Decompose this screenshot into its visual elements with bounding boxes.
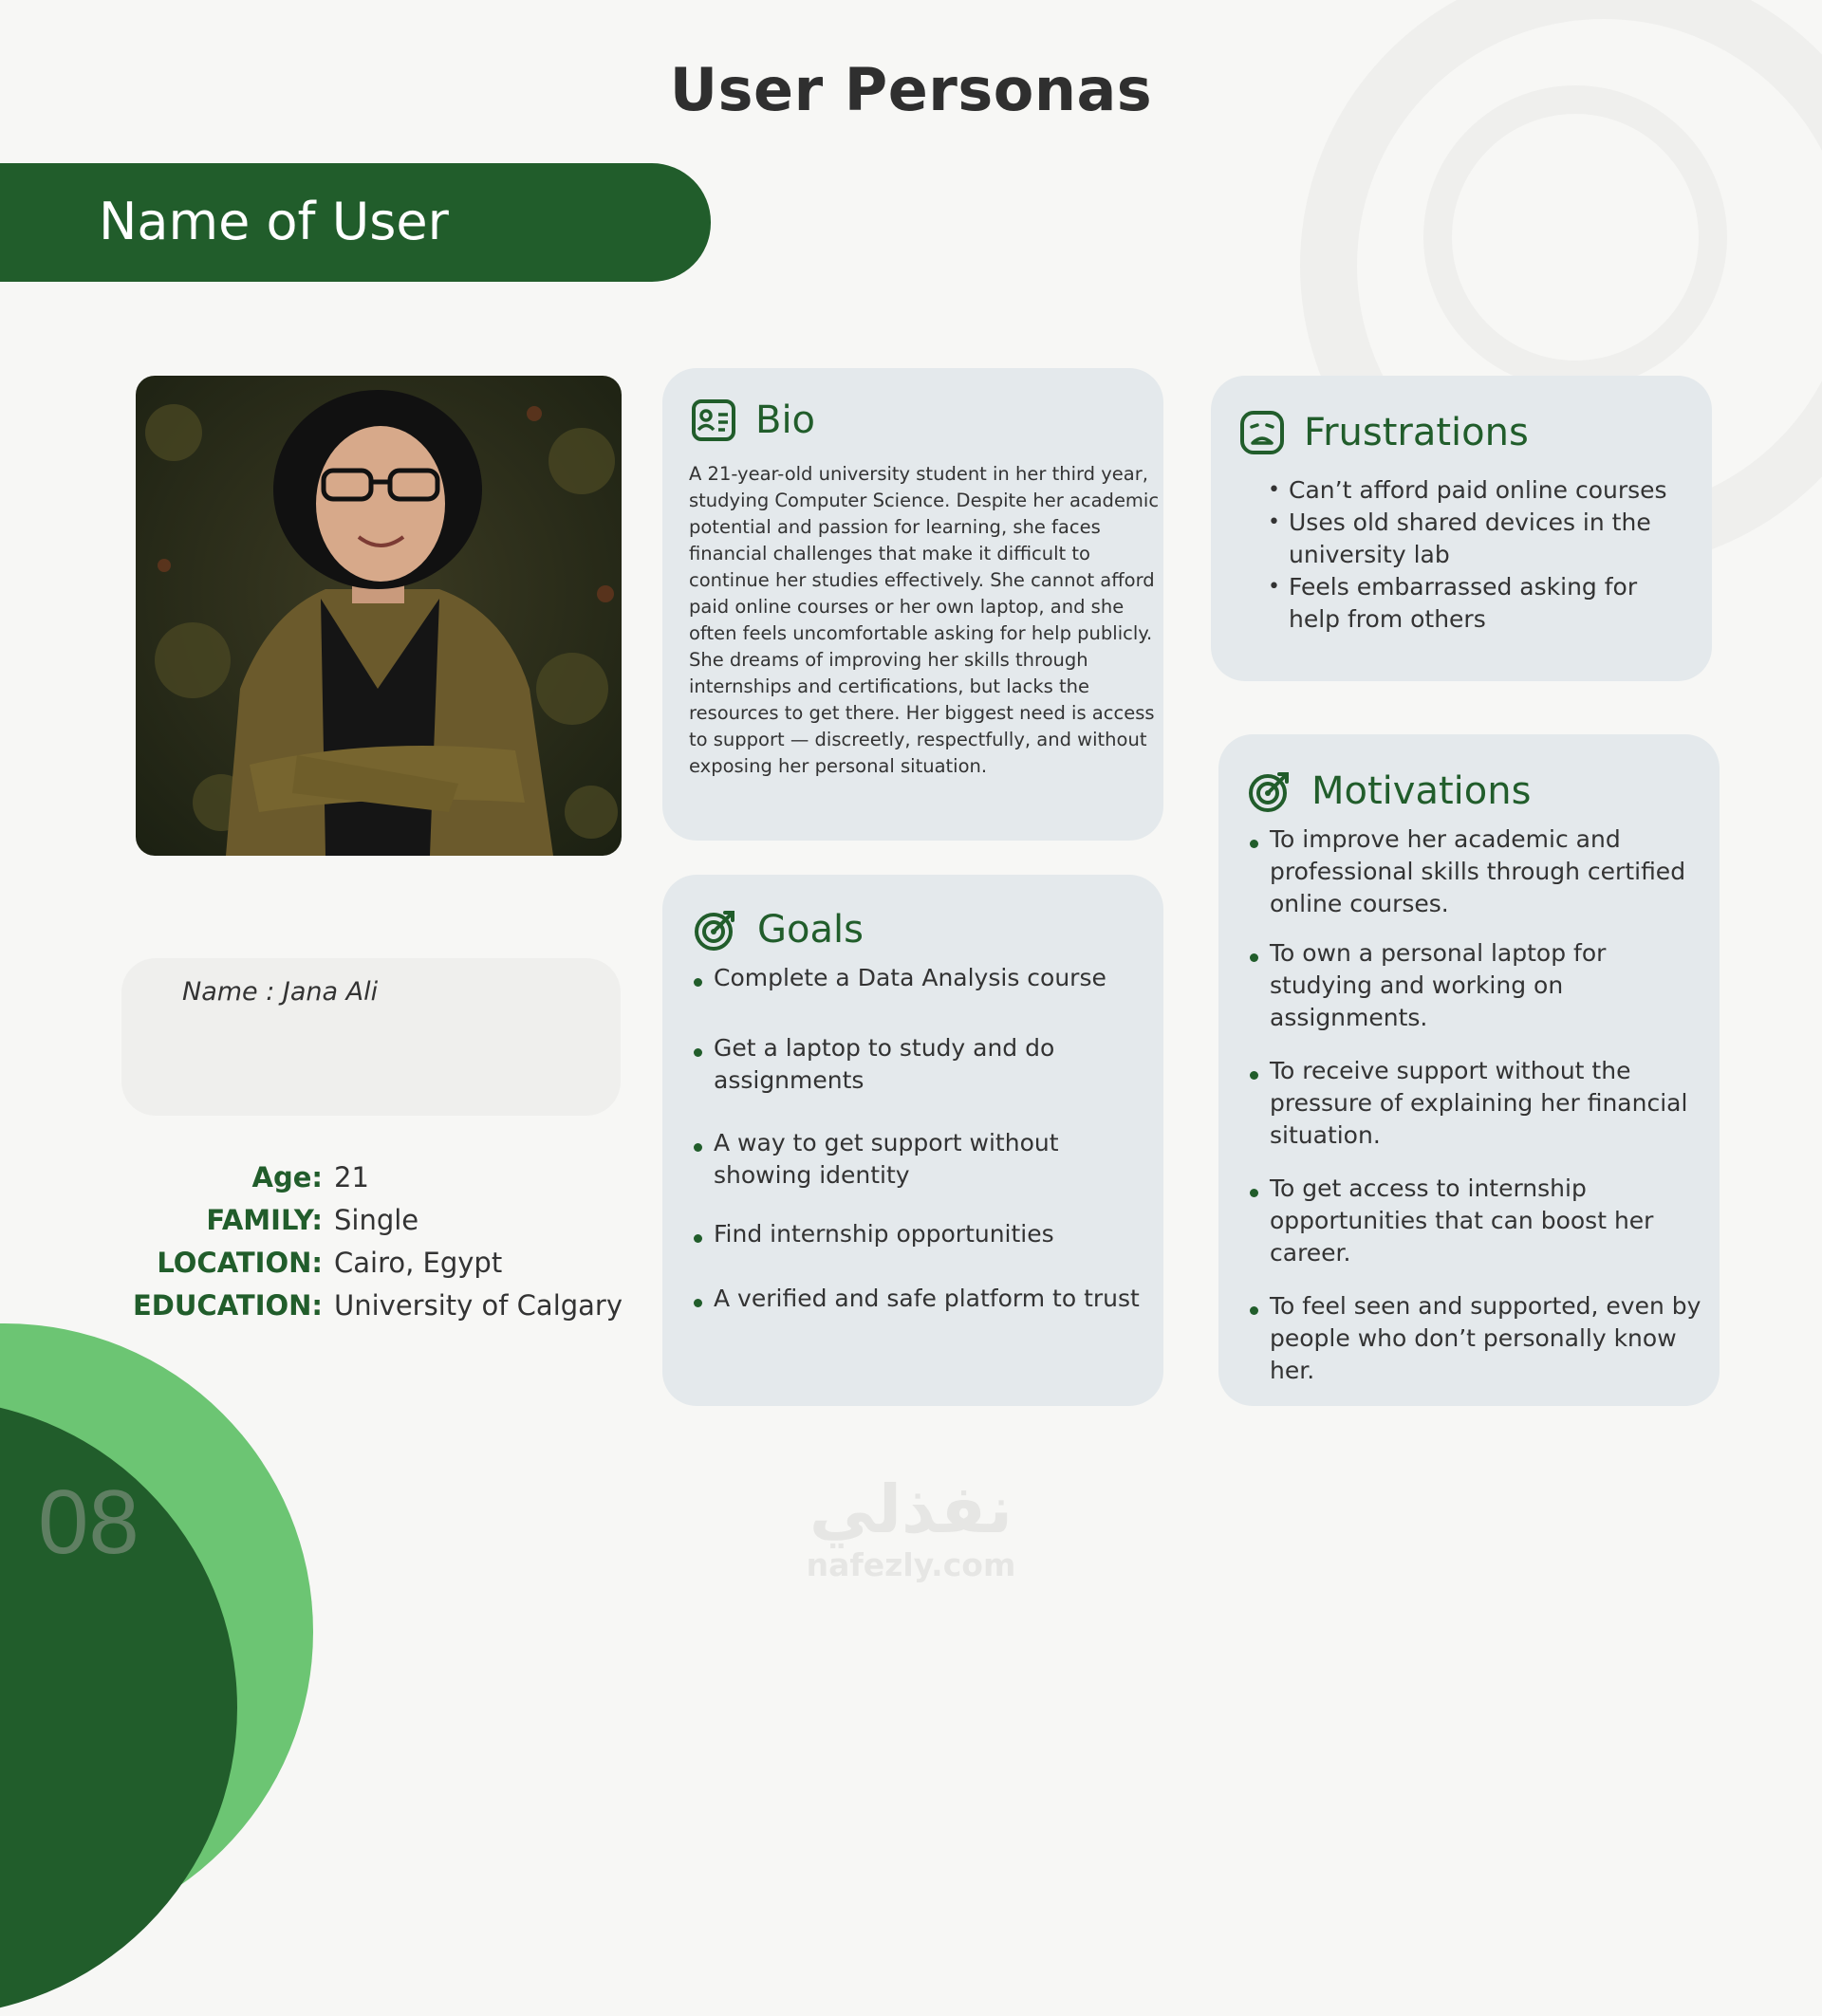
list-item: A verified and safe platform to trust bbox=[714, 1283, 1150, 1315]
list-item: To feel seen and supported, even by people who don’t personally know her. bbox=[1270, 1290, 1706, 1387]
fact-value: Single bbox=[334, 1203, 419, 1236]
fact-row bbox=[133, 1241, 645, 1284]
fact-row bbox=[133, 1156, 645, 1198]
list-item: Get a laptop to study and do assignments bbox=[714, 1032, 1150, 1097]
fact-row bbox=[133, 1198, 645, 1241]
fact-row bbox=[133, 1284, 645, 1326]
bio-text: A 21-year-old university student in her third year, studying Computer Science. Despite her academic potential and passion for learning, she faces financial challenges that make it difficult to continue her studies effectively. She cannot afford paid online courses or her own laptop, and she often feels uncomfortable asking for help publicly. She dreams of improving her skills through internships and certifications, but lacks the resources to get there. Her biggest need is access to support — discreetly, respectfully, and without exposing her personal situation. bbox=[689, 463, 1160, 777]
fact-key: LOCATION: bbox=[157, 1246, 323, 1279]
list-item: To receive support without the pressure of explaining her financial situation. bbox=[1270, 1055, 1706, 1152]
user-name-banner bbox=[0, 163, 711, 282]
list-item: To improve her academic and professional skills through certified online courses. bbox=[1270, 823, 1706, 920]
list-item: Find internship opportunities bbox=[714, 1218, 1150, 1250]
name-card bbox=[121, 958, 621, 1116]
motivations-card bbox=[1218, 734, 1720, 1406]
goals-card bbox=[662, 875, 1163, 1406]
bio-card bbox=[662, 368, 1163, 841]
list-item: Complete a Data Analysis course bbox=[714, 962, 1150, 994]
list-item: To own a personal laptop for studying and working on assignments. bbox=[1270, 937, 1706, 1034]
list-item: To get access to internship opportunities that can boost her career. bbox=[1270, 1173, 1706, 1269]
bio-header bbox=[691, 398, 815, 442]
page-number: 08 bbox=[38, 1471, 139, 1573]
persona-photo bbox=[136, 376, 622, 856]
fact-value: 21 bbox=[334, 1160, 369, 1193]
list-item: A way to get support without showing identity bbox=[714, 1127, 1150, 1192]
watermark-latin: nafezly.com bbox=[806, 1546, 1016, 1583]
banner-label: Name of User bbox=[99, 192, 449, 251]
goals-title: Goals bbox=[757, 908, 864, 952]
fact-value: University of Calgary bbox=[334, 1288, 623, 1322]
motivations-list bbox=[1270, 823, 1706, 1387]
target-icon bbox=[693, 907, 738, 953]
motivations-title: Motivations bbox=[1311, 769, 1532, 813]
bio-title: Bio bbox=[755, 398, 816, 442]
frustrations-header bbox=[1239, 410, 1529, 455]
list-item: • Feels embarrassed asking for help from others bbox=[1289, 571, 1687, 636]
fact-value: Cairo, Egypt bbox=[334, 1246, 503, 1279]
watermark-arabic: نفذلي bbox=[809, 1470, 1013, 1548]
fact-key: FAMILY: bbox=[206, 1203, 323, 1236]
fact-key: EDUCATION: bbox=[133, 1288, 323, 1322]
background-ring-inner bbox=[1423, 85, 1727, 389]
frown-face-icon bbox=[1239, 410, 1285, 455]
fact-key: Age: bbox=[251, 1160, 323, 1193]
frustrations-card bbox=[1211, 376, 1712, 681]
target-icon bbox=[1247, 768, 1292, 814]
id-card-icon bbox=[691, 398, 736, 442]
persona-facts bbox=[133, 1156, 645, 1326]
frustrations-title: Frustrations bbox=[1304, 411, 1529, 454]
goals-list bbox=[714, 962, 1150, 1315]
motivations-header bbox=[1247, 768, 1531, 814]
page-title: User Personas bbox=[669, 55, 1153, 124]
goals-header bbox=[693, 907, 864, 953]
list-item: • Can’t afford paid online courses bbox=[1289, 474, 1687, 507]
persona-name: Name : Jana Ali bbox=[182, 977, 379, 1007]
frustrations-list bbox=[1289, 474, 1687, 636]
list-item: • Uses old shared devices in the university lab bbox=[1289, 507, 1687, 571]
